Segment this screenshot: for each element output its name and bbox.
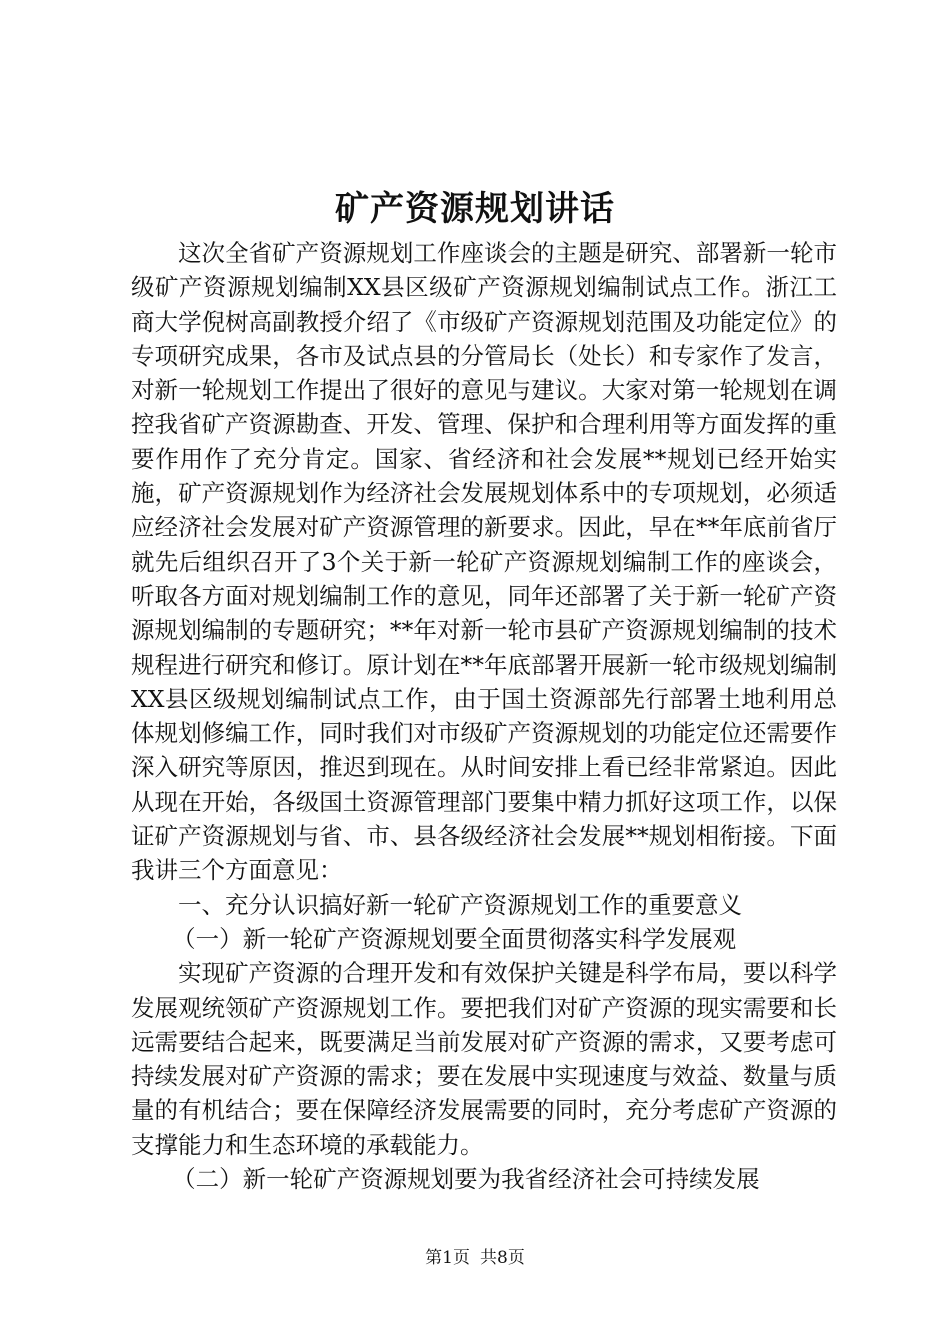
- subsection-heading-2: （二）新一轮矿产资源规划要为我省经济社会可持续发展: [172, 1165, 760, 1194]
- document-body: [131, 236, 837, 1196]
- page-footer: [0, 1247, 950, 1269]
- document-title: 矿产资源规划讲话: [335, 189, 615, 229]
- subsection-heading-1: （一）新一轮矿产资源规划要全面贯彻落实科学发展观: [172, 924, 737, 953]
- paragraph-scientific-layout: 实现矿产资源的合理开发和有效保护关键是科学布局，要以科学发展观统领矿产资源规划工作。要把我们对矿产资源的现实需要和长远需要结合起来，既要满足当前发展对矿产资源的需求，又要考虑可持续发展对矿产资源的需求；要在发展中实现速度与效益、数量与质量的有机结合；要在保障经济发展需要的同时，充分考虑矿产资源的支撑能力和生态环境的承载能力。: [131, 959, 837, 1159]
- paragraph-intro: 这次全省矿产资源规划工作座谈会的主题是研究、部署新一轮市级矿产资源规划编制XX县区级矿产资源规划编制试点工作。浙江工商大学倪树高副教授介绍了《市级矿产资源规划范围及功能定位》的专项研究成果，各市及试点县的分管局长（处长）和专家作了发言，对新一轮规划工作提出了很好的意见与建议。大家对第一轮规划在调控我省矿产资源勘查、开发、管理、保护和合理利用等方面发挥的重要作用作了充分肯定。国家、省经济和社会发展**规划已经开始实施，矿产资源规划作为经济社会发展规划体系中的专项规划，必须适应经济社会发展对矿产资源管理的新要求。因此，早在**年底前省厅就先后组织召开了3个关于新一轮矿产资源规划编制工作的座谈会，听取各方面对规划编制工作的意见，同年还部署了关于新一轮矿产资源规划编制的专题研究；**年对新一轮市县矿产资源规划编制的技术规程进行研究和修订。原计划在**年底部署开展新一轮市级规划编制XX县区级规划编制试点工作，由于国土资源部先行部署土地利用总体规划修编工作，同时我们对市级矿产资源规划的功能定位还需要作深入研究等原因，推迟到现在。从时间安排上看已经非常紧迫。因此从现在开始，各级国土资源管理部门要集中精力抓好这项工作，以保证矿产资源规划与省、市、县各级经济社会发展**规划相衔接。下面我讲三个方面意见：: [131, 239, 837, 885]
- page-number: 第1页: [425, 1248, 470, 1268]
- page-total: 共8页: [480, 1248, 525, 1268]
- section-heading-1: 一、充分认识搞好新一轮矿产资源规划工作的重要意义: [178, 890, 742, 919]
